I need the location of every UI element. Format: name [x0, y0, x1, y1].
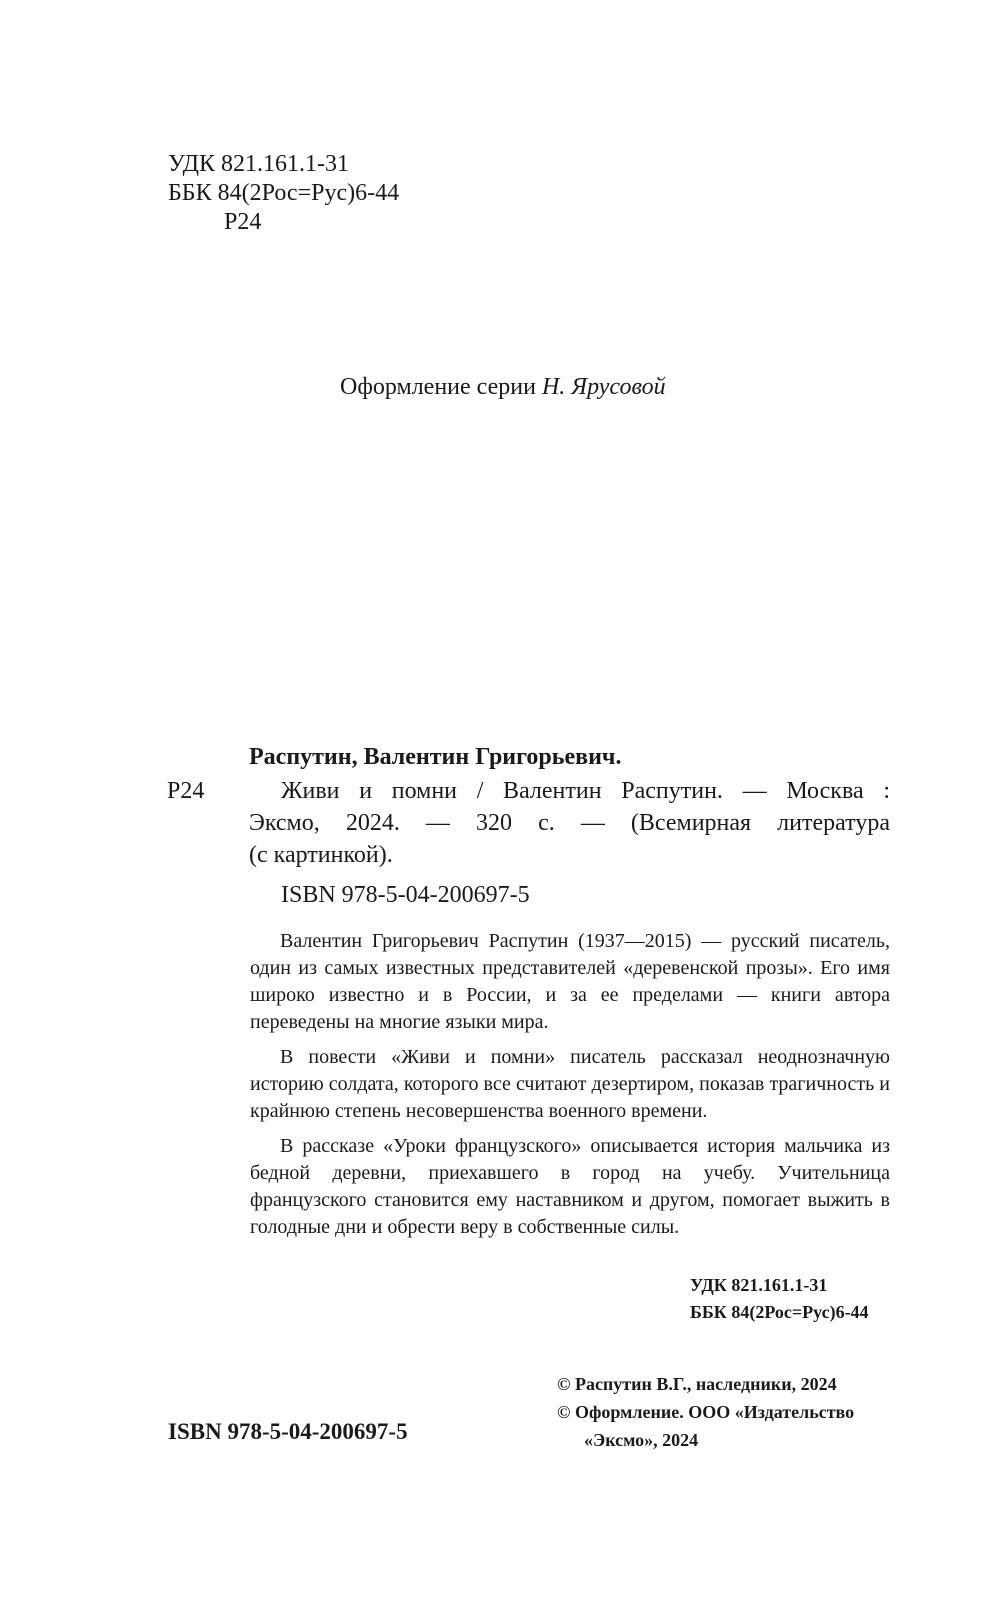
copyright-line-1: © Распутин В.Г., наследники, 2024 [557, 1374, 837, 1394]
author-sign-top: Р24 [224, 209, 262, 235]
bib-line-1: Живи и помни / Валентин Распутин. — Москва : [281, 778, 890, 804]
annotation-paragraph-3: В рассказе «Уроки французского» описывается история мальчика из бедной деревни, приехавшего в город на учебу. Учительница французского становится ему наставником и другом, помогает выжить в голодные дни и обрести веру в собственные силы. [250, 1135, 890, 1238]
annotation-paragraph-1: Валентин Григорьевич Распутин (1937—2015) — русский писатель, один из самых известных представителей «деревенской прозы». Его имя широко известно и в России, и за ее пределами — книги автора переведены на многие языки мира. [250, 930, 890, 1033]
isbn-bib: ISBN 978-5-04-200697-5 [281, 882, 530, 908]
bbk-bottom: ББК 84(2Рос=Рус)6-44 [690, 1302, 869, 1322]
bib-line-3: (с картинкой). [249, 842, 393, 868]
annotation-paragraph-2: В повести «Живи и помни» писатель рассказал неоднозначную историю солдата, которого все считают дезертиром, показав трагичность и крайнюю степень несовершенства военного времени. [250, 1046, 890, 1122]
bbk-top: ББК 84(2Рос=Рус)6-44 [168, 180, 400, 206]
copyright-line-3: «Эксмо», 2024 [584, 1430, 699, 1450]
copyright-line-2: © Оформление. ООО «Издательство [557, 1402, 855, 1422]
book-author: Распутин, Валентин Григорьевич. [249, 744, 622, 770]
bib-line-2: Эксмо, 2024. — 320 с. — (Всемирная литература [249, 810, 890, 836]
design-credit-designer: Н. Ярусовой [541, 374, 666, 400]
isbn-bottom: ISBN 978-5-04-200697-5 [168, 1419, 408, 1444]
design-credit-prefix: Оформление серии [340, 374, 542, 400]
udk-bottom: УДК 821.161.1-31 [690, 1275, 828, 1295]
udk-top: УДК 821.161.1-31 [168, 151, 349, 177]
series-design-credit [340, 374, 666, 401]
annotation [250, 928, 890, 1241]
author-sign-bib: Р24 [167, 778, 205, 804]
